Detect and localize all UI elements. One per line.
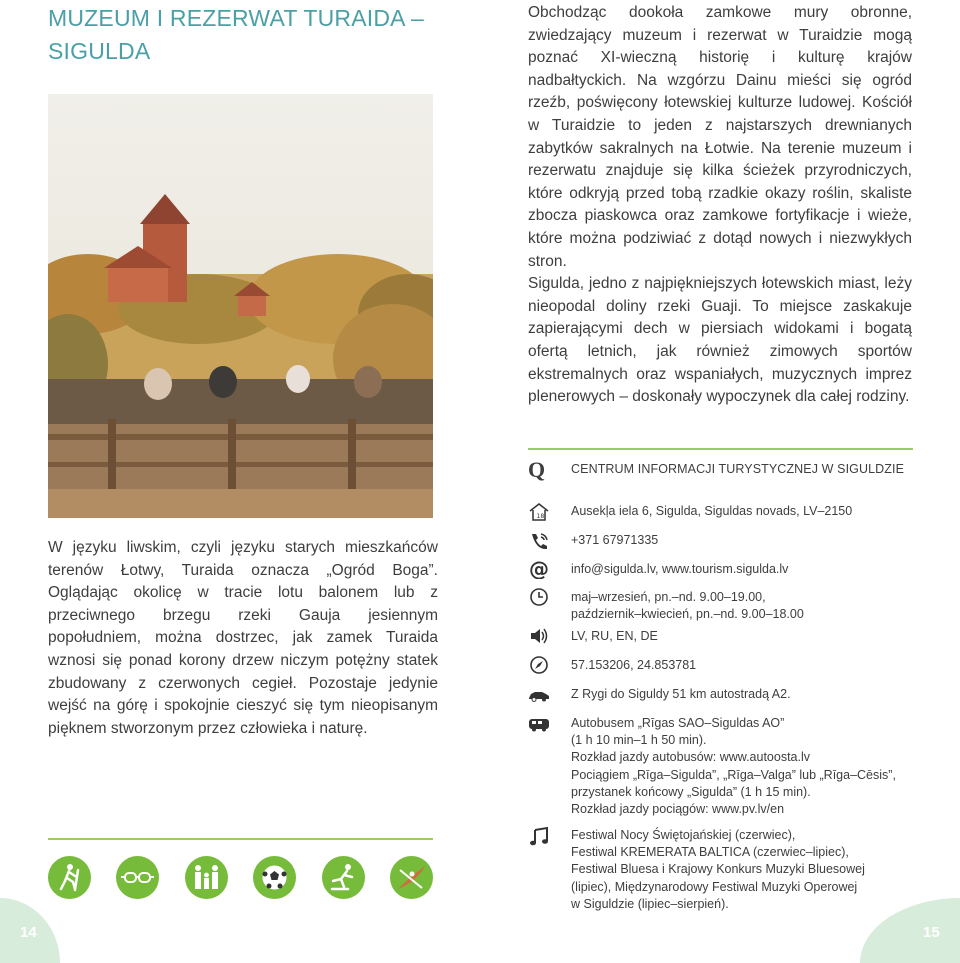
- right-body-text: [528, 2, 912, 409]
- music-note-icon: [528, 826, 550, 846]
- kayak-icon: [390, 856, 433, 899]
- info-transport-line: Rozkład jazdy pociągów: www.pv.lv/en: [571, 802, 785, 817]
- svg-text:@: @: [529, 559, 549, 579]
- page-title: MUZEUM I REZERWAT TURAIDA – SIGULDA: [48, 5, 424, 64]
- info-hours-line: maj–wrzesień, pn.–nd. 9.00–19.00,: [571, 590, 766, 604]
- family-icon: [185, 856, 228, 899]
- info-transport-line: przystanek końcowy „Sigulda” (1 h 15 min).: [571, 784, 811, 799]
- info-title: CENTRUM INFORMACJI TURYSTYCZNEJ W SIGULDZIE: [571, 462, 905, 476]
- phone-icon: [528, 531, 550, 551]
- hiking-icon: [48, 856, 91, 899]
- football-icon: [253, 856, 296, 899]
- left-text-part: W języku liwskim, czyli języku starych mieszkańców terenów Łotwy, Turaida oznacza „Ogród Boga”.: [48, 539, 438, 579]
- info-festival-line: w Siguldzie (lipiec–sierpień).: [571, 896, 729, 911]
- house-icon: [528, 502, 550, 522]
- left-body-text: [48, 537, 438, 740]
- compass-icon: [528, 655, 550, 675]
- info-festival-line: Festiwal Nocy Świętojańskiej (czerwiec),: [571, 828, 796, 842]
- info-gps: 57.153206, 24.853781: [571, 658, 697, 672]
- left-text-part: Oglądając okolicę w tracie lotu balonem lub z przeciwnego brzegu rzeki Gauja jesiennym popołudniem, można dostrzec, jak zamek Turaida wznosi się ponad korony drzew niczym potężny statek zbudowany z czerwonych cegieł.: [48, 584, 438, 692]
- activity-icons: [48, 856, 438, 900]
- info-transport-line: Rozkład jazdy autobusów: www.autoosta.lv: [571, 750, 811, 765]
- info-address: Ausekļa iela 6, Sigulda, Siguldas novads, LV–2150: [571, 504, 853, 518]
- info-q-icon: Q: [528, 457, 546, 482]
- info-festival-line: Festiwal KREMERATA BALTICA (czerwiec–lipiec),: [571, 845, 849, 860]
- info-transport-line: Autobusem „Rīgas SAO–Siguldas AO”: [571, 716, 785, 730]
- info-transport-line: Pociągiem „Rīga–Sigulda”, „Rīga–Valga” lub „Rīga–Cēsis”,: [571, 767, 896, 782]
- info-languages: LV, RU, EN, DE: [571, 629, 658, 643]
- right-paragraph: Sigulda, jedno z najpiękniejszych łotewskich miast, leży nieopodal doliny rzeki Guaji. To miejsce zaskakuje zapierającymi dech w piersiach widokami i bogatą ofertą letnich, jak również zimowych sportów ekstremalnych oraz wspaniałych, muzycznych imprez plenerowych – doskonały wypoczynek dla całej rodziny.: [528, 275, 912, 406]
- right-divider: [528, 448, 913, 450]
- right-paragraph: Obchodząc dookoła zamkowe mury obronne, zwiedzający muzeum i rezerwat w Turaidzie mogą poznać XI-wieczną historię i kulturę krajów nadbałtyckich. Na wzgórzu Dainu mieści się ogród rzeźb, poświęcony łotewskiej kulturze ludowej. Kościół w Turaidzie to jeden z najstarszych drewnianych zabytków sakralnych na Łotwie. Na terenie muzeum i rezerwatu znajduje się kilka ścieżek przyrodniczych, które odkryją przed tobą rzadkie okazy roślin, skaliste zbocza piaskowca oraz zamkowe fortyfikacje i wieże, które można podziwiać z dotąd nowych i niezwykłych stron.: [528, 4, 912, 270]
- info-hours-line: październik–kwiecień, pn.–nd. 9.00–18.00: [571, 607, 804, 622]
- info-transport-line: (1 h 10 min–1 h 50 min).: [571, 733, 707, 748]
- left-divider: [48, 838, 433, 840]
- info-festivals: [571, 827, 931, 913]
- info-festival-line: Festiwal Bluesa i Krajowy Konkurs Muzyki Bluesowej: [571, 862, 865, 877]
- at-icon: [528, 559, 550, 579]
- car-icon: [528, 685, 550, 705]
- info-web: info@sigulda.lv, www.tourism.sigulda.lv: [571, 562, 789, 576]
- info-festival-line: (lipiec), Międzynarodowy Festiwal Muzyki Operowej: [571, 879, 858, 894]
- page-number-right: 15: [923, 924, 940, 941]
- skating-icon: [322, 856, 365, 899]
- goggles-icon: [116, 856, 159, 899]
- info-hours: [571, 589, 931, 623]
- svg-text:18: 18: [536, 513, 545, 520]
- left-text-part: Pozostaje jedynie wejść na górę i spokojnie cieszyć się tym nieopisanym pięknem stworzonym przez człowieka i naturę.: [48, 674, 438, 737]
- page-number-left: 14: [20, 924, 37, 941]
- turaida-castle-photo: [48, 94, 433, 518]
- speaker-icon: [528, 626, 550, 646]
- info-transport: [571, 715, 931, 818]
- info-phone: +371 67971335: [571, 533, 659, 547]
- info-car: Z Rygi do Siguldy 51 km autostradą A2.: [571, 687, 791, 701]
- bus-icon: [528, 714, 550, 734]
- clock-icon: [528, 587, 550, 607]
